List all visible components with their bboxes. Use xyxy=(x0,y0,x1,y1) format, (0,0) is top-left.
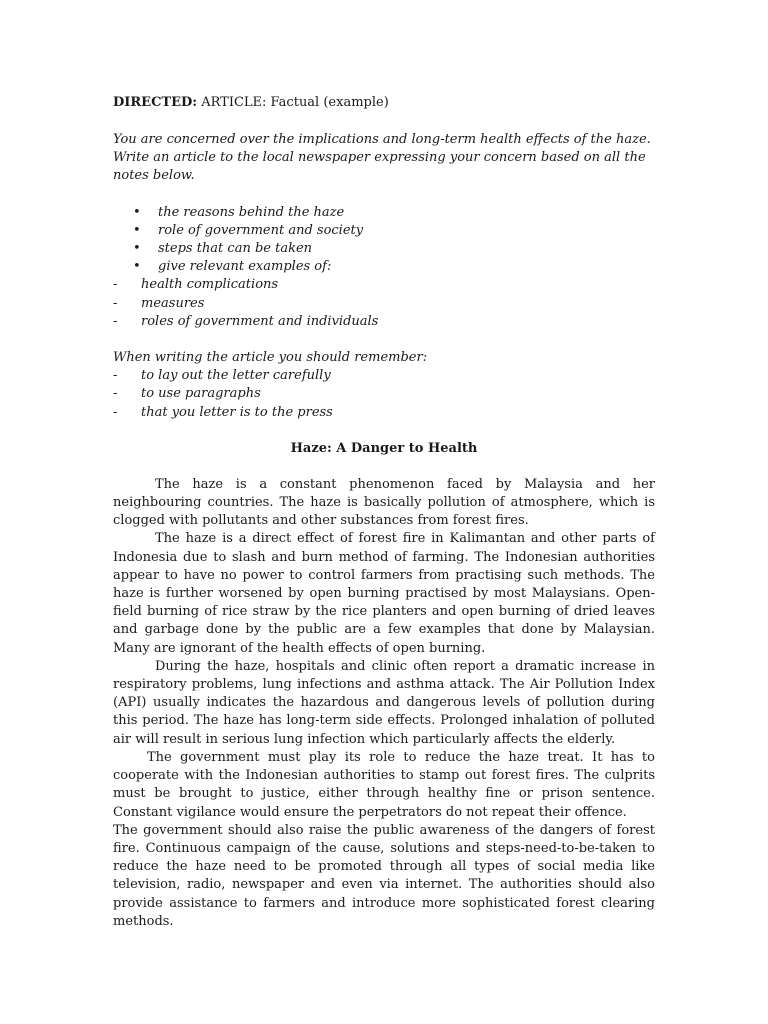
article-paragraph: The haze is a constant phenomenon faced by Malaysia and her neighbouring countries. The haze is basically pollution of atmosphere, which is clogged with pollutants and other substances from forest fires. xyxy=(113,476,655,529)
notes-bullet-list xyxy=(113,204,655,277)
list-item: - to lay out the letter carefully xyxy=(113,368,331,384)
remember-intro: When writing the article you should remember: xyxy=(113,350,428,366)
article-paragraph: During the haze, hospitals and clinic often report a dramatic increase in respiratory problems, lung infections and asthma attack. The Air Pollution Index (API) usually indicates the hazardous and dangerous levels of pollution during this period. The haze has long-term side effects. Prolonged inhalation of polluted air will result in serious lung infection which particularly affects the elderly. xyxy=(113,658,655,747)
directed-heading xyxy=(113,94,655,112)
article-paragraph: The haze is a direct effect of forest fire in Kalimantan and other parts of Indonesia due to slash and burn method of farming. The Indonesian authorities appear to have no power to control farmers from practising such methods. The haze is further worsened by open burning practised by most Malaysians. Open-field burning of rice straw by the rice planters and open burning of dried leaves and garbage done by the public are a few examples that done by Malaysian. Many are ignorant of the health effects of open burning. xyxy=(113,531,655,656)
directed-label: DIRECTED: xyxy=(113,95,198,110)
article-type: ARTICLE: Factual (example) xyxy=(197,95,389,110)
list-item: - roles of government and individuals xyxy=(113,313,379,329)
list-item: • the reasons behind the haze xyxy=(133,204,345,220)
task-intro: You are concerned over the implications and long-term health effects of the haze. Write an article to the local newspaper expressing your concern based on all the notes below. xyxy=(113,132,651,184)
examples-dash-list xyxy=(113,276,655,331)
list-item: - that you letter is to the press xyxy=(113,404,333,420)
article-title: Haze: A Danger to Health xyxy=(290,440,478,456)
article-paragraph: The government must play its role to reduce the haze treat. It has to cooperate with the Indonesian authorities to stamp out forest fires. The culprits must be brought to justice, either through healthy fine or prison sentence. Constant vigilance would ensure the perpetrators do not repeat their offence. xyxy=(113,749,655,820)
remember-list xyxy=(113,367,655,422)
list-item: - health complications xyxy=(113,277,279,293)
list-item: - measures xyxy=(113,295,205,311)
list-item: - to use paragraphs xyxy=(113,386,261,402)
list-item: • steps that can be taken xyxy=(133,241,313,257)
article-paragraph: The government should also raise the public awareness of the dangers of forest fire. Continuous campaign of the cause, solutions and steps-need-to-be-taken to reduce the haze need to be promoted through all types of social media like television, radio, newspaper and even via internet. The authorities should also provide assistance to farmers and introduce more sophisticated forest clearing methods. xyxy=(113,822,655,929)
document-content xyxy=(113,94,655,931)
list-item: • role of government and society xyxy=(133,222,364,238)
list-item: • give relevant examples of: xyxy=(133,259,332,275)
